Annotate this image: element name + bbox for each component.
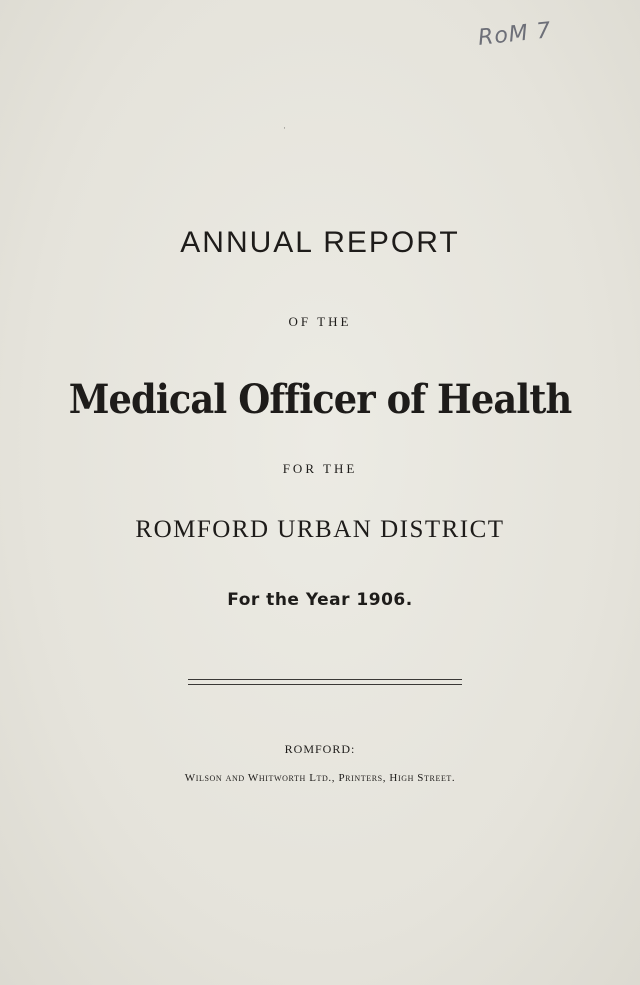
report-heading: Medical Officer of Health [68, 376, 572, 423]
of-the-line: OF THE [288, 314, 352, 329]
archive-reference-note: RoM 7 [476, 18, 553, 51]
district-name: ROMFORD URBAN DISTRICT [135, 516, 505, 543]
paper-speck: · [283, 123, 286, 133]
for-the-line: FOR THE [282, 461, 358, 476]
printer-place: ROMFORD: [284, 742, 356, 756]
report-title: ANNUAL REPORT [180, 226, 460, 259]
printer-imprint: Wilson and Whitworth Ltd., Printers, High Street. [184, 772, 456, 784]
double-rule-divider [188, 679, 462, 685]
report-year: For the Year 1906. [227, 590, 413, 610]
